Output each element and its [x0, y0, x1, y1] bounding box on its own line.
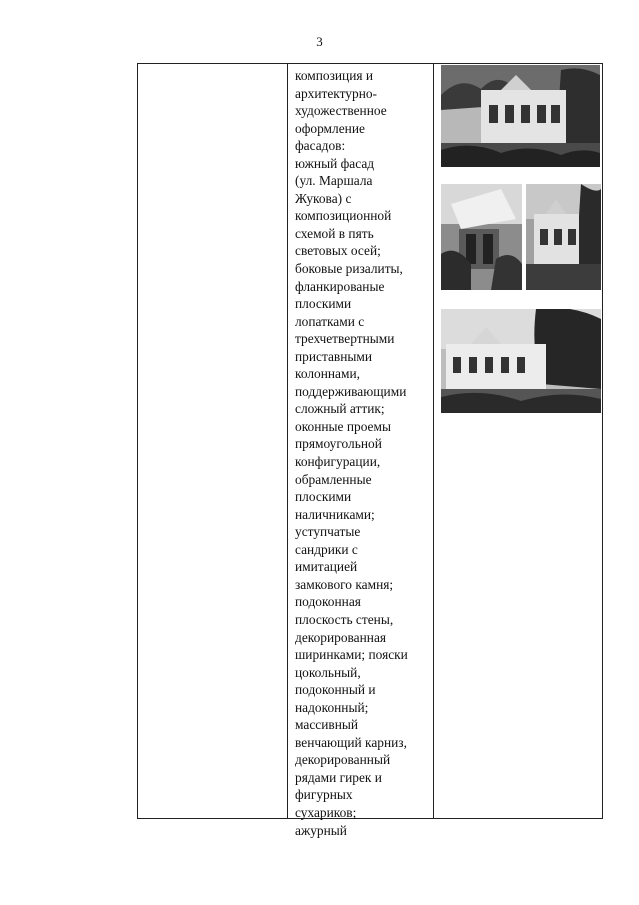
- description-line: фигурных: [295, 787, 353, 803]
- side-facade-photo: [526, 184, 601, 290]
- description-line: сандрики с: [295, 541, 358, 557]
- description-line: декорированная: [295, 629, 387, 645]
- description-line: декорированный: [295, 752, 391, 768]
- description-line: прямоугольной: [295, 436, 382, 452]
- entrance-photo: [441, 184, 522, 290]
- description-line: конфигурации,: [295, 454, 381, 470]
- document-table: [137, 63, 603, 838]
- description-line: замкового камня;: [295, 576, 394, 592]
- description-line: подоконная: [295, 594, 361, 610]
- column-divider-2: [433, 64, 434, 818]
- description-line: обрамленные: [295, 471, 372, 487]
- column-divider-1: [287, 64, 288, 818]
- description-line: плоскими: [295, 296, 352, 312]
- description-line: лопатками с: [295, 313, 365, 329]
- description-line: плоскость стены,: [295, 611, 394, 627]
- page-number: 3: [316, 34, 323, 49]
- description-line: приставными: [295, 348, 373, 364]
- description-line: композиция и: [295, 68, 374, 83]
- description-line: цокольный,: [295, 664, 361, 680]
- description-line: трехчетвертными: [295, 331, 395, 347]
- description-line: надоконный;: [295, 699, 369, 715]
- description-line: боковые ризалиты,: [295, 261, 403, 277]
- description-line: сложный аттик;: [295, 401, 385, 417]
- description-line: имитацией: [295, 559, 358, 575]
- description-line: ширинками; пояски: [295, 647, 408, 663]
- description-line: оконные проемы: [295, 418, 391, 434]
- description-line: художественное: [295, 103, 387, 119]
- corner-view-photo: [441, 309, 601, 413]
- description-line: световых осей;: [295, 243, 381, 259]
- description-line: плоскими: [295, 489, 352, 505]
- description-line: фланкированые: [295, 278, 385, 294]
- description-line: южный фасад: [295, 155, 375, 171]
- description-line: массивный: [295, 717, 359, 733]
- description-cell: [295, 67, 433, 839]
- description-line: венчающий карниз,: [295, 734, 407, 750]
- description-line: сухариков;: [295, 804, 357, 820]
- description-line: схемой в пять: [295, 225, 374, 241]
- description-line: оформление: [295, 120, 365, 136]
- description-line: уступчатые: [295, 524, 361, 540]
- description-line: фасадов:: [295, 138, 346, 154]
- description-line: Жукова) с: [295, 190, 352, 206]
- description-line: рядами гирек и: [295, 769, 382, 785]
- description-line: наличниками;: [295, 506, 375, 522]
- description-line: подоконный и: [295, 682, 376, 698]
- description-line: колоннами,: [295, 366, 360, 382]
- description-line: поддерживающими: [295, 383, 407, 399]
- facade-photo-1: [441, 65, 600, 167]
- description-line: (ул. Маршала: [295, 173, 373, 189]
- description-line: композиционной: [295, 208, 392, 224]
- description-line: архитектурно-: [295, 85, 378, 101]
- description-line: ажурный: [295, 822, 347, 838]
